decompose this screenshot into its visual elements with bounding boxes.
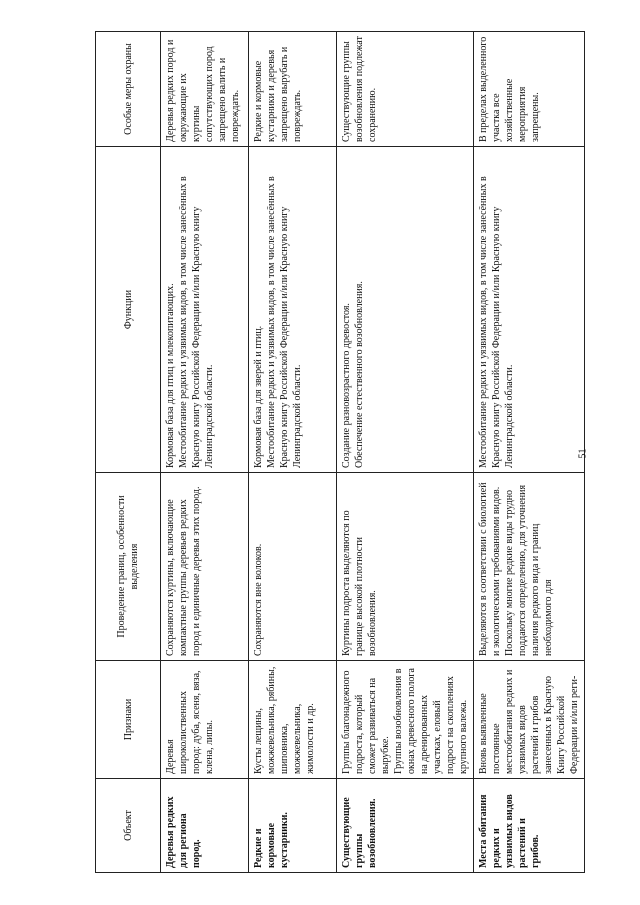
cell-functions — [161, 147, 249, 473]
text-line: Сохраняются куртины, включающие компактные группы деревьев редких пород и единичные деревья этих пород. — [165, 486, 202, 656]
text-line: Местообитание редких и уязвимых видов, в том числе занесённых в Красную книгу Российской Федерации и/или Красную книгу Ленинградской области. — [266, 176, 303, 468]
text-line: В пределах выделенного участка все хозяйственные мероприятия запрещены. — [478, 36, 541, 142]
text-line: Редкие и кормовые кустарники и деревья запрещено вырубать и повреждать. — [253, 46, 303, 142]
cell-functions — [474, 147, 585, 473]
cell-object: Деревья редких для региона пород. — [161, 779, 249, 873]
cell-boundaries — [474, 473, 585, 661]
table-row — [249, 32, 337, 873]
text-line: Обеспечение естественного возобновления. — [354, 281, 365, 468]
cell-functions — [337, 147, 474, 473]
text-line: Кормовая база для птиц и млекопитающих. — [165, 283, 176, 468]
text-line: Куртины подроста выделяются по границе высокой плотности возобновления. — [341, 510, 378, 656]
page-number: 51 — [577, 448, 589, 459]
cell-object: Существующие группы возобновления. — [337, 779, 474, 873]
cell-object: Редкие и кормовые кустарники. — [249, 779, 337, 873]
cell-measures — [161, 32, 249, 147]
text-line: Кормовая база для зверей и птиц. — [253, 325, 264, 468]
table-row — [337, 32, 474, 873]
protection-table — [95, 31, 585, 873]
text-line: Местообитание редких и уязвимых видов, в том числе занесённых в Красную книгу Российской Федерации и/или Красную книгу Ленинградской области. — [478, 176, 515, 468]
text-line: Поскольку многие редкие виды трудно поддаются определению, для уточнения наличия редкого вида и границ необходимого для — [504, 484, 554, 656]
cell-signs — [161, 661, 249, 779]
cell-measures — [474, 32, 585, 147]
text-line: Деревья редких пород и окружающие их куртины сопутствующих пород запрещено валить и повреждать. — [165, 39, 241, 142]
header-boundaries: Проведение границ, особенности выделения — [96, 473, 161, 661]
cell-signs — [474, 661, 585, 779]
cell-measures — [337, 32, 474, 147]
rotated-page — [95, 32, 580, 873]
table-row — [161, 32, 249, 873]
text-line: Группы благонадежного подроста, который сможет развиваться на вырубке. — [341, 670, 391, 774]
cell-boundaries — [337, 473, 474, 661]
text-line: Деревья широколиственных пород: дуба, ясеня, вяза, клена, липы. — [165, 670, 215, 774]
text-line: Создание разновозрастного древостоя. — [341, 303, 352, 468]
table-header-row — [96, 32, 161, 873]
cell-measures — [249, 32, 337, 147]
text-line: Вновь выявленные постоянные местообитания редких и уязвимых видов растений и грибов занесенных в Красную Книгу Российской Федерации и/или реги- — [478, 669, 580, 774]
header-signs: Признаки — [96, 661, 161, 779]
cell-boundaries — [249, 473, 337, 661]
rotated-content — [95, 32, 580, 873]
text-line: Кусты лещины, можжевельника, рябины, шиповника, можжевельника, жимолости и др. — [253, 666, 316, 774]
cell-functions — [249, 147, 337, 473]
header-functions: Функции — [96, 147, 161, 473]
cell-object: Места обитания редких и уязвимых видов растений и грибов. — [474, 779, 585, 873]
table-row — [474, 32, 585, 873]
text-line: Существующие группы возобновления подлежат сохранению. — [341, 36, 378, 142]
header-object: Объект — [96, 779, 161, 873]
cell-signs — [249, 661, 337, 779]
text-line: Выделяются в соответствии с биологией и экологическими требованиями видов. — [478, 482, 502, 656]
text-line: Местообитание редких и уязвимых видов, в том числе занесённых в Красную книгу Российской Федерации и/или Красную книгу Ленинградской области. — [178, 176, 215, 468]
text-line: Сохраняются вне волоков. — [253, 543, 264, 656]
cell-boundaries — [161, 473, 249, 661]
header-measures: Особые меры охраны — [96, 32, 161, 147]
cell-signs — [337, 661, 474, 779]
text-line: Группы возобновления в окнах древесного полога на дренированных участках, еловый подрост на скоплениях крупного валежа. — [393, 668, 469, 774]
